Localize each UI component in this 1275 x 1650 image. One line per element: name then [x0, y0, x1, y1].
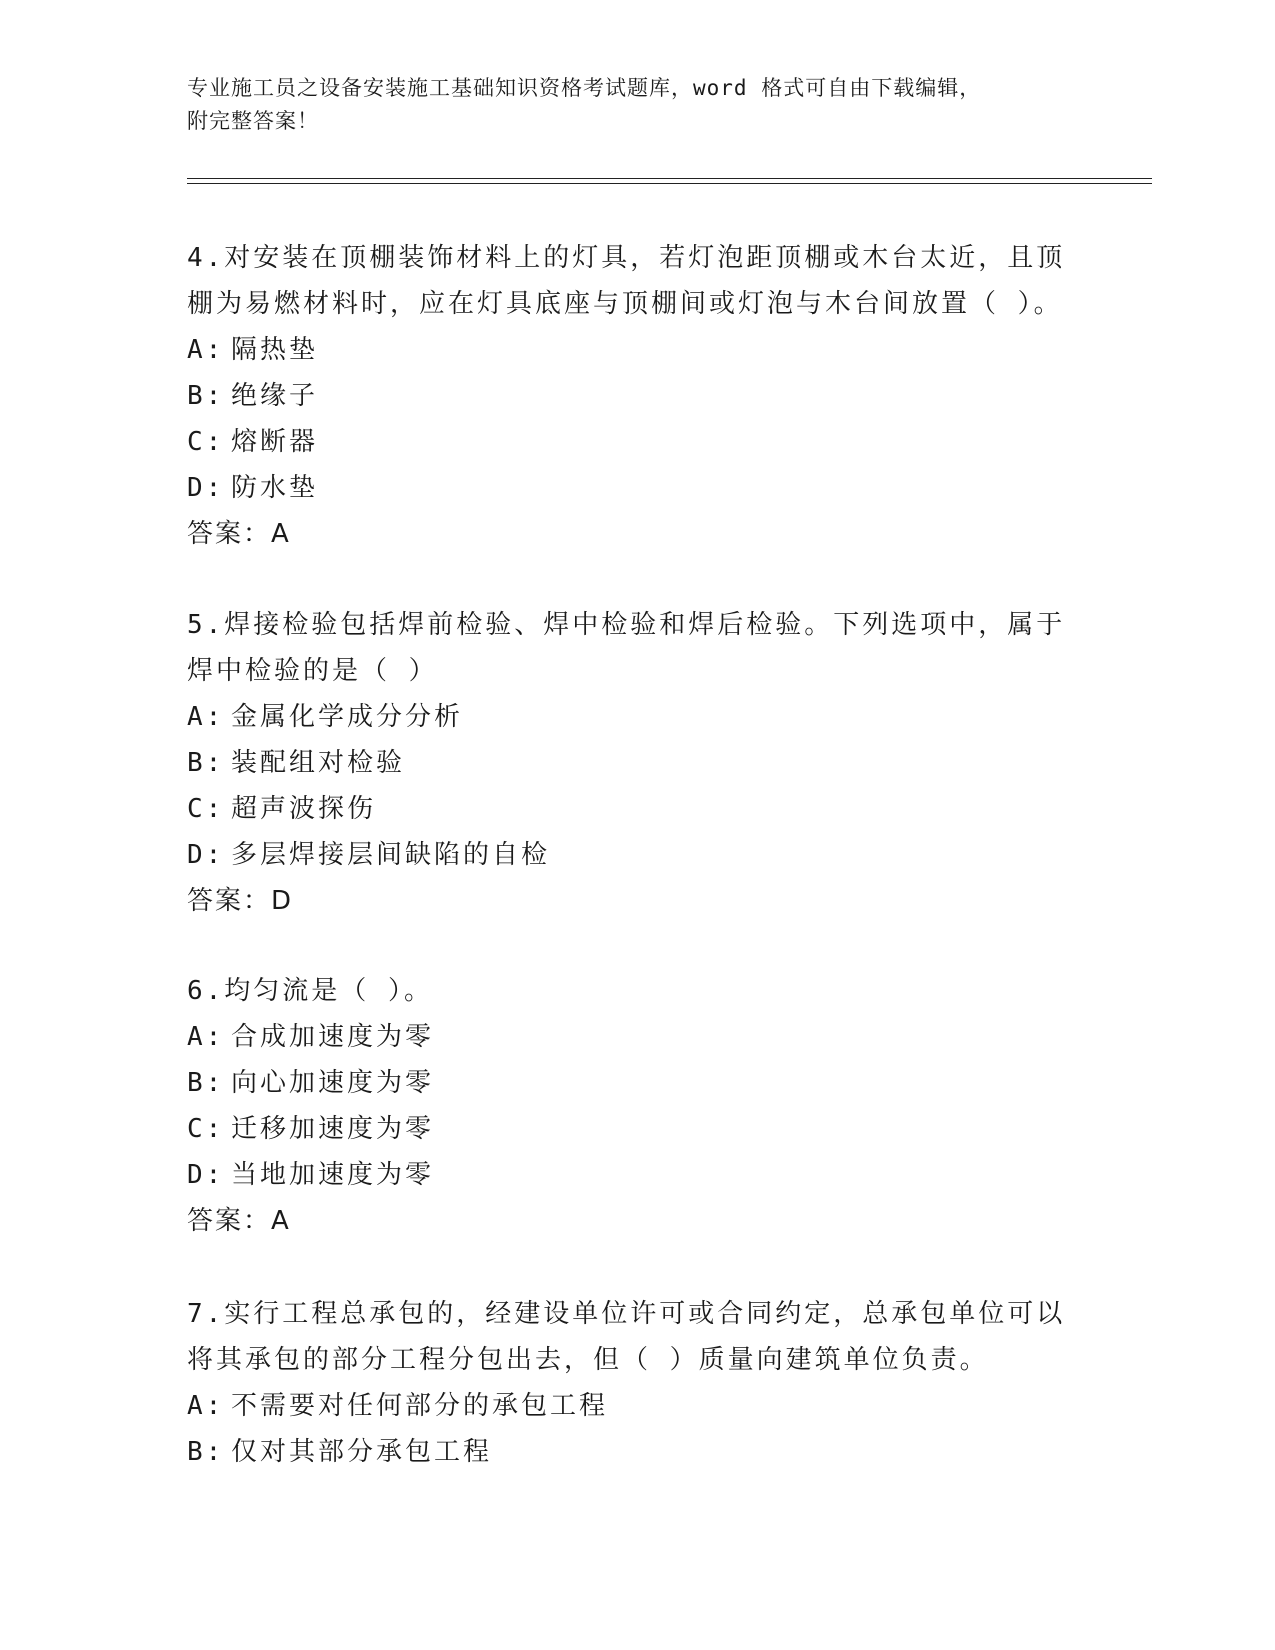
option-text: 多层焊接层间缺陷的自检 [231, 840, 551, 870]
question-stem-line: 焊中检验的是（ ） [187, 656, 438, 686]
option-c [187, 1106, 1067, 1152]
option-letter: C: [187, 427, 225, 457]
option-text: 向心加速度为零 [231, 1068, 435, 1098]
option-letter: C: [187, 1114, 225, 1144]
option-b [187, 1429, 1067, 1475]
option-letter: B: [187, 381, 225, 411]
option-letter: B: [187, 1437, 225, 1467]
answer-line: 答案：D [187, 886, 294, 916]
option-text: 金属化学成分分析 [231, 702, 464, 732]
option-letter: D: [187, 840, 225, 870]
option-b [187, 1060, 1067, 1106]
question-5 [187, 602, 1067, 924]
option-letter: A: [187, 1022, 225, 1052]
option-text: 仅对其部分承包工程 [231, 1437, 493, 1467]
option-c [187, 786, 1067, 832]
question-stem-line: 6.均匀流是（ ）。 [187, 976, 433, 1006]
option-c [187, 419, 1067, 465]
option-b [187, 740, 1067, 786]
option-text: 当地加速度为零 [231, 1160, 435, 1190]
question-stem-line: 将其承包的部分工程分包出去，但（ ）质量向建筑单位负责。 [187, 1345, 989, 1375]
question-7 [187, 1291, 1067, 1475]
question-stem-line: 4.对安装在顶棚装饰材料上的灯具，若灯泡距顶棚或木台太近，且顶 [187, 243, 1066, 273]
header-divider-bottom [187, 183, 1152, 184]
option-letter: D: [187, 1160, 225, 1190]
option-text: 装配组对检验 [231, 748, 406, 778]
option-letter: C: [187, 794, 225, 824]
option-text: 超声波探伤 [231, 794, 377, 824]
option-d [187, 1152, 1067, 1198]
option-text: 绝缘子 [231, 381, 319, 411]
option-text: 迁移加速度为零 [231, 1114, 435, 1144]
question-stem-line: 棚为易燃材料时，应在灯具底座与顶棚间或灯泡与木台间放置（ ）。 [187, 289, 1063, 319]
option-d [187, 832, 1067, 878]
option-a [187, 1383, 1067, 1429]
option-a [187, 694, 1067, 740]
question-stem-line: 7.实行工程总承包的，经建设单位许可或合同约定，总承包单位可以 [187, 1299, 1066, 1329]
option-letter: A: [187, 335, 225, 365]
document-header [187, 72, 1147, 138]
option-a [187, 327, 1067, 373]
option-text: 不需要对任何部分的承包工程 [231, 1391, 609, 1421]
option-text: 合成加速度为零 [231, 1022, 435, 1052]
option-text: 隔热垫 [231, 335, 319, 365]
option-text: 防水垫 [231, 473, 319, 503]
answer-line: 答案：A [187, 519, 291, 549]
option-letter: A: [187, 1391, 225, 1421]
question-4 [187, 235, 1067, 557]
option-letter: B: [187, 1068, 225, 1098]
option-text: 熔断器 [231, 427, 319, 457]
option-b [187, 373, 1067, 419]
option-d [187, 465, 1067, 511]
header-line-1: 专业施工员之设备安装施工基础知识资格考试题库，word 格式可自由下载编辑， [187, 76, 982, 100]
header-divider-top [187, 178, 1152, 179]
option-letter: A: [187, 702, 225, 732]
answer-line: 答案：A [187, 1206, 291, 1236]
option-a [187, 1014, 1067, 1060]
header-line-2: 附完整答案！ [187, 109, 319, 133]
option-letter: D: [187, 473, 225, 503]
question-stem-line: 5.焊接检验包括焊前检验、焊中检验和焊后检验。下列选项中，属于 [187, 610, 1066, 640]
question-6 [187, 968, 1067, 1244]
option-letter: B: [187, 748, 225, 778]
